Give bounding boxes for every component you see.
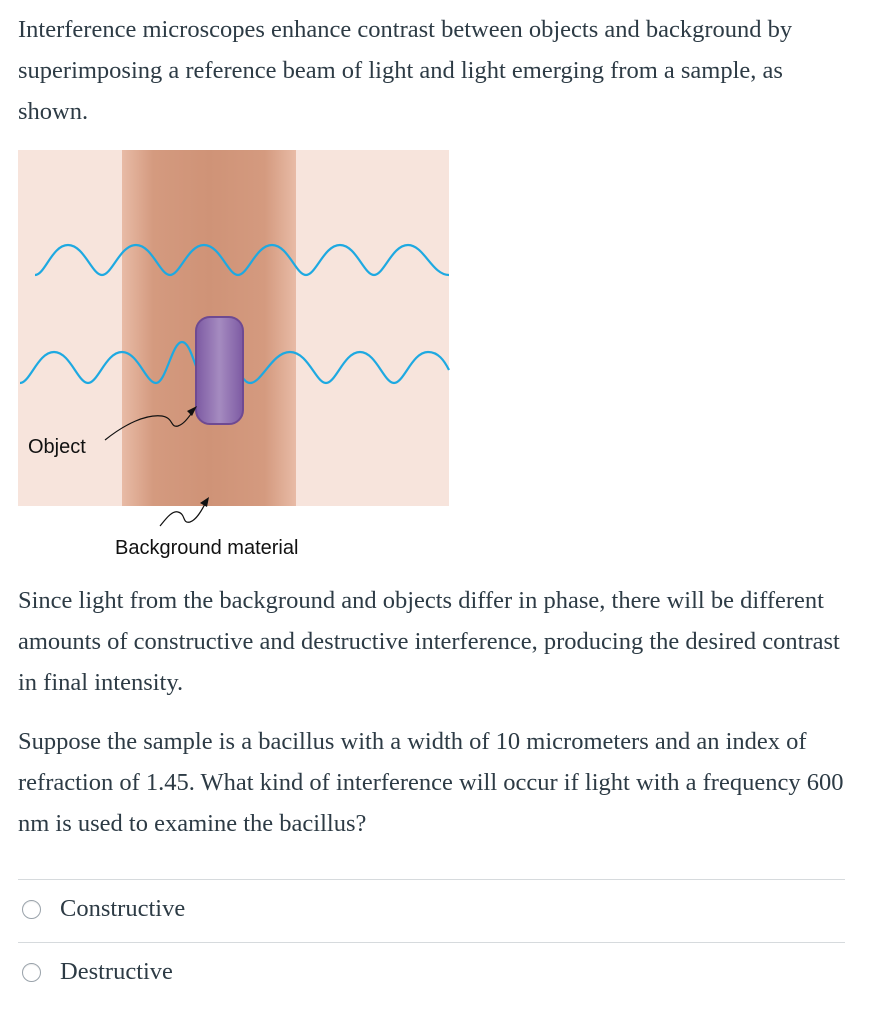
interference-diagram xyxy=(0,140,460,570)
question-intro: Interference microscopes enhance contrast between objects and background by superimposing a reference beam of light and light emerging from a sample, as shown. xyxy=(18,16,793,125)
answer-option-constructive[interactable] xyxy=(22,889,185,929)
object-bacillus xyxy=(196,317,243,424)
answer-label: Constructive xyxy=(60,895,186,922)
answer-divider xyxy=(18,879,845,880)
question-prompt: Suppose the sample is a bacillus with a width of 10 micrometers and an index of refraction of 1.45. What kind of interference will occur if light with a frequency 600 nm is used to examine the bacillus? xyxy=(18,728,844,837)
radio-button[interactable] xyxy=(22,963,41,982)
question-explanation: Since light from the background and objects differ in phase, there will be different amounts of constructive and destructive interference, producing the desired contrast in final intensity. xyxy=(18,587,840,696)
answer-label: Destructive xyxy=(60,958,173,985)
answer-option-destructive[interactable] xyxy=(22,952,173,992)
radio-button[interactable] xyxy=(22,900,41,919)
background-material-label: Background material xyxy=(115,537,299,559)
answer-divider xyxy=(18,942,845,943)
object-label: Object xyxy=(28,436,86,458)
